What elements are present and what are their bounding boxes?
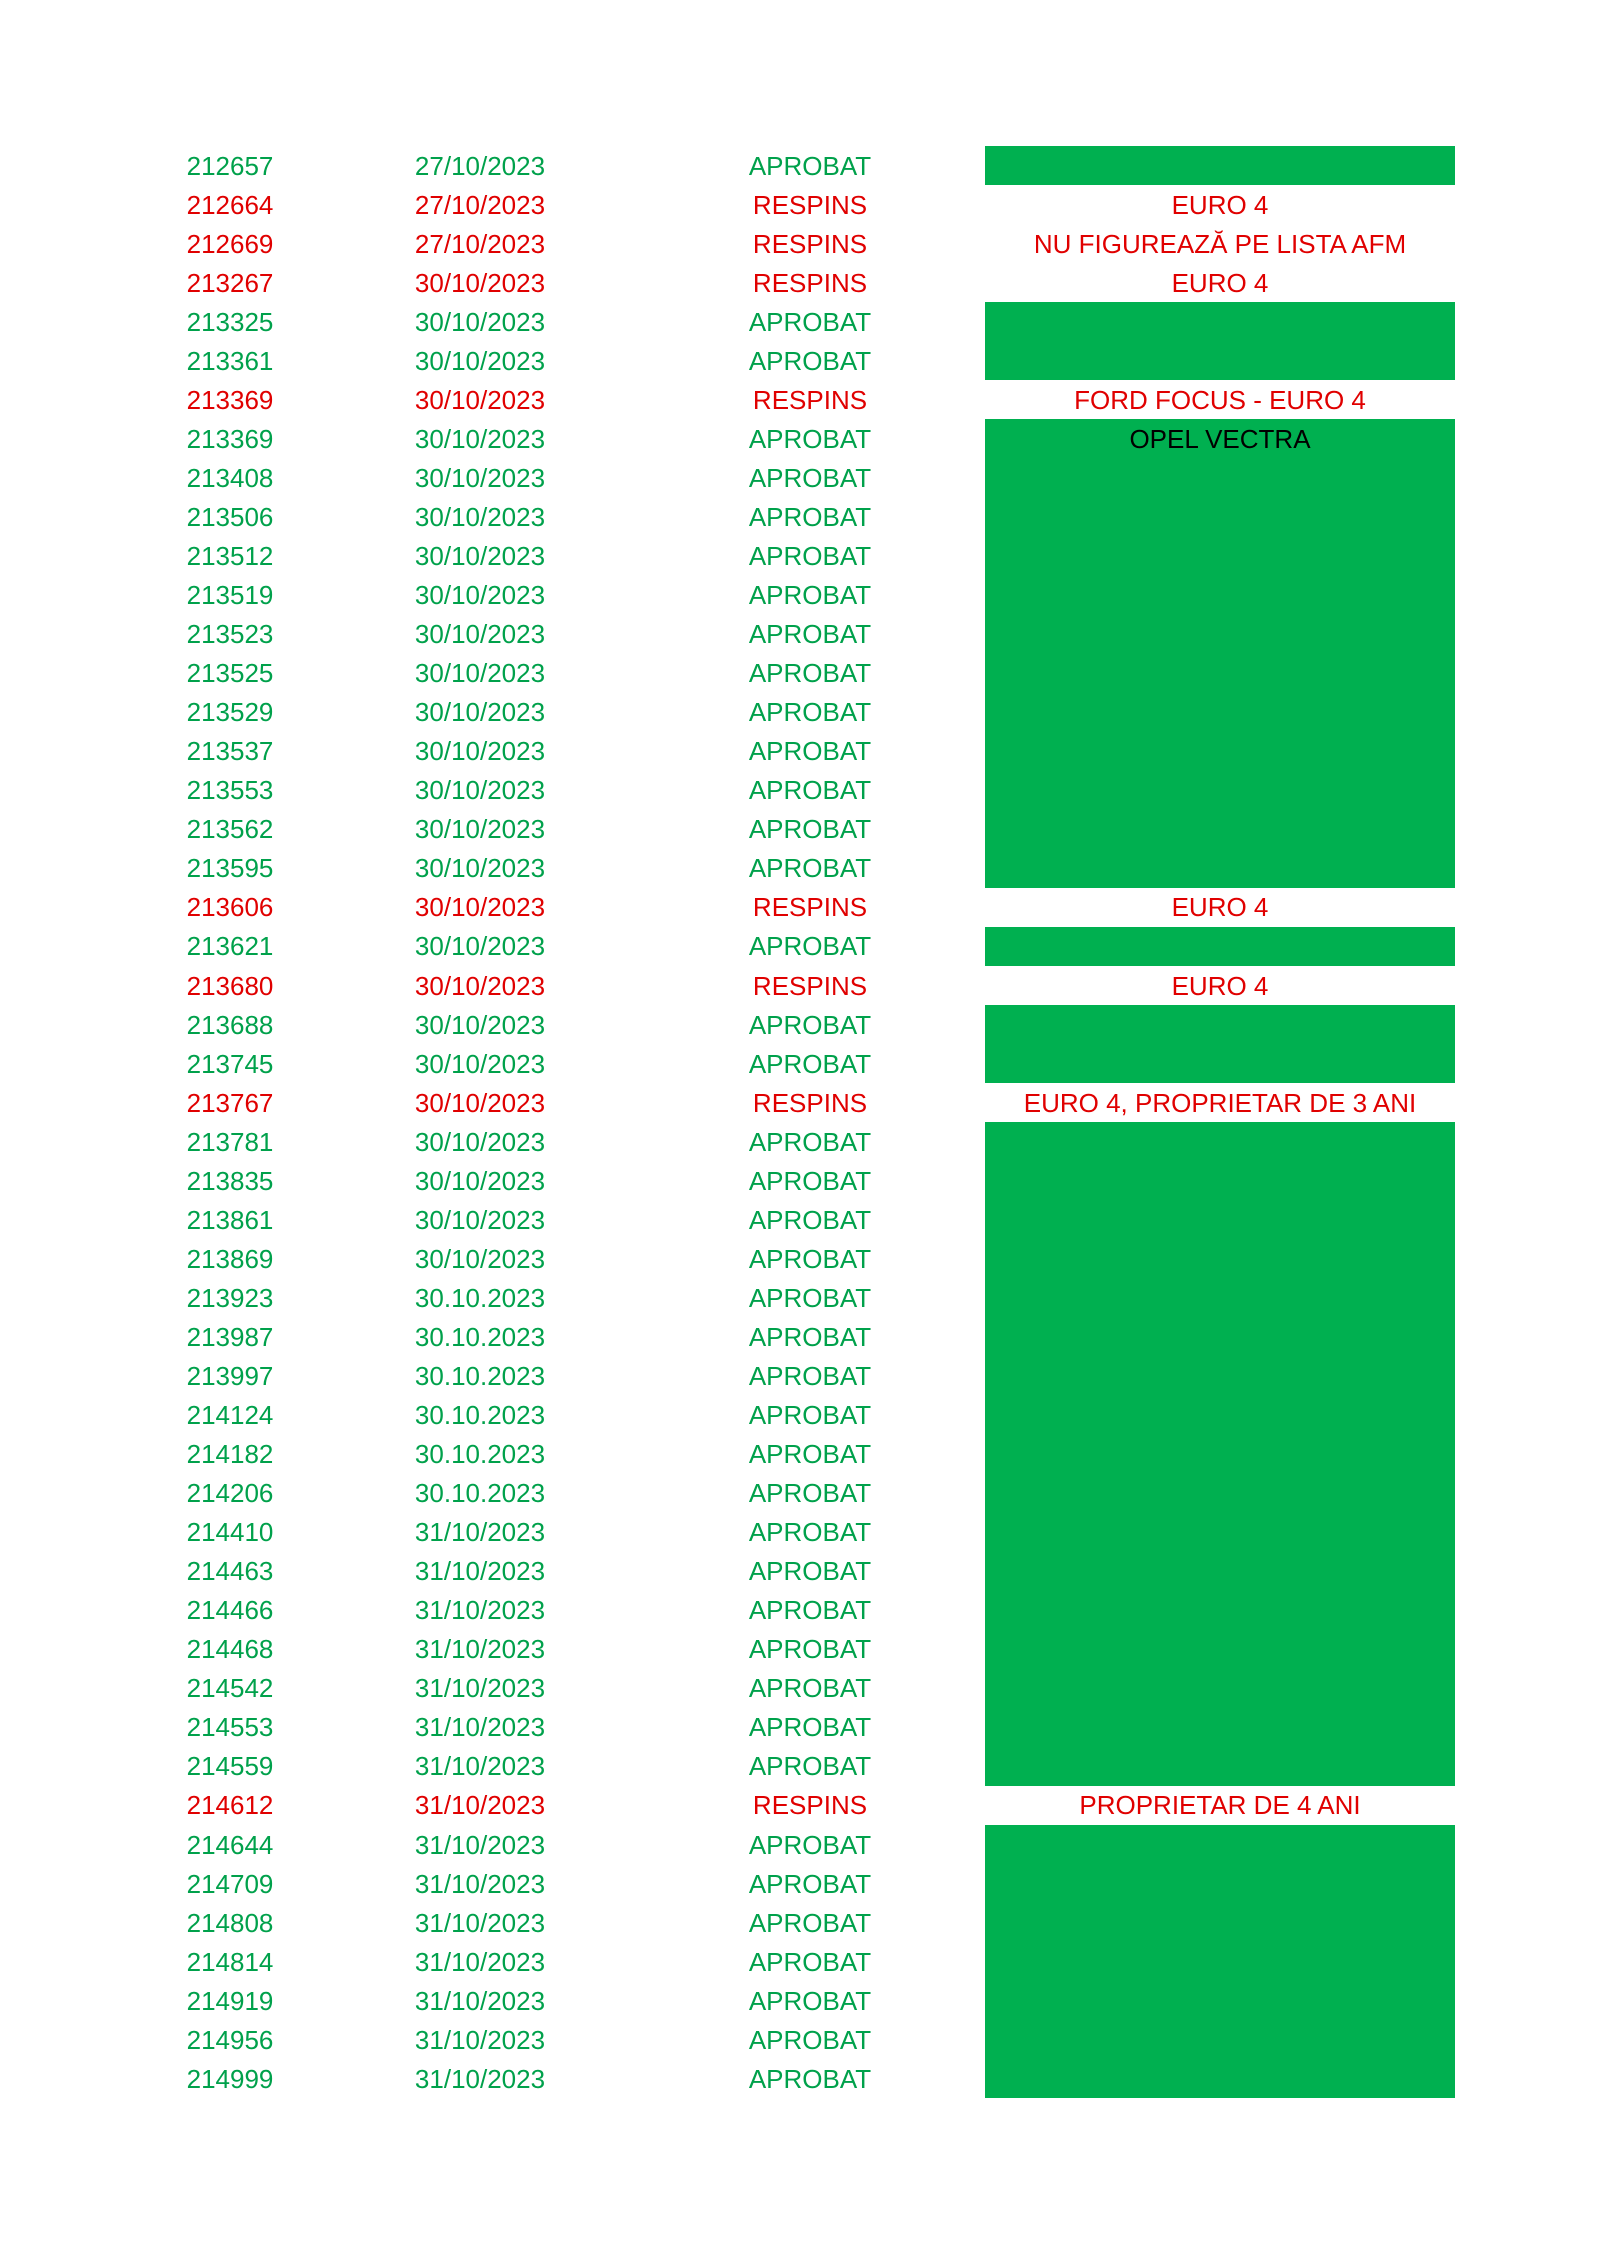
request-date: 30/10/2023	[414, 1087, 546, 1118]
status-label: APROBAT	[748, 2024, 872, 2055]
table-row	[0, 1317, 1600, 1356]
request-date: 31/10/2023	[414, 1673, 546, 1704]
request-date: 30/10/2023	[414, 775, 546, 806]
table-row	[0, 1161, 1600, 1200]
table-row	[0, 732, 1600, 771]
status-label: APROBAT	[748, 1165, 872, 1196]
request-number: 213325	[186, 306, 274, 337]
approval-mark	[985, 339, 1455, 380]
request-number: 213835	[186, 1165, 274, 1196]
request-date: 30/10/2023	[414, 267, 546, 298]
request-date: 31/10/2023	[414, 1985, 546, 2016]
status-label: APROBAT	[748, 1282, 872, 1313]
request-date: 30/10/2023	[414, 580, 546, 611]
request-number: 213595	[186, 853, 274, 884]
request-date: 30/10/2023	[414, 892, 546, 923]
request-date: 30/10/2023	[414, 619, 546, 650]
request-number: 214814	[186, 1946, 274, 1977]
status-label: APROBAT	[748, 658, 872, 689]
request-date: 30/10/2023	[414, 1204, 546, 1235]
rejection-reason: EURO 4	[1171, 970, 1269, 1001]
table-row	[0, 1435, 1600, 1474]
request-date: 31/10/2023	[414, 1868, 546, 1899]
table-row	[0, 1903, 1600, 1942]
request-date: 31/10/2023	[414, 2024, 546, 2055]
table-row	[0, 1005, 1600, 1044]
request-date: 30.10.2023	[414, 1478, 546, 1509]
status-label: APROBAT	[748, 501, 872, 532]
request-date: 30/10/2023	[414, 736, 546, 767]
request-date: 31/10/2023	[414, 1790, 546, 1821]
table-row	[0, 1942, 1600, 1981]
approval-mark	[985, 1825, 1455, 1864]
approval-mark	[985, 1354, 1455, 1395]
table-row	[0, 1786, 1600, 1825]
status-label: APROBAT	[748, 697, 872, 728]
request-number: 213361	[186, 345, 274, 376]
request-number: 213997	[186, 1360, 274, 1391]
request-number: 214612	[186, 1790, 274, 1821]
table-row	[0, 341, 1600, 380]
request-date: 30/10/2023	[414, 1165, 546, 1196]
request-date: 30/10/2023	[414, 423, 546, 454]
approval-mark	[985, 534, 1455, 575]
request-number: 214919	[186, 1985, 274, 2016]
request-number: 214999	[186, 2063, 274, 2094]
approval-mark	[985, 1042, 1455, 1083]
table-row	[0, 1591, 1600, 1630]
request-date: 30/10/2023	[414, 345, 546, 376]
table-row	[0, 497, 1600, 536]
request-date: 30/10/2023	[414, 306, 546, 337]
table-row	[0, 2020, 1600, 2059]
request-date: 30.10.2023	[414, 1282, 546, 1313]
request-number: 213606	[186, 892, 274, 923]
request-number: 213519	[186, 580, 274, 611]
table-row	[0, 1083, 1600, 1122]
request-number: 214206	[186, 1478, 274, 1509]
approval-mark	[985, 1198, 1455, 1239]
request-date: 31/10/2023	[414, 1946, 546, 1977]
approval-mark: OPEL VECTRA	[985, 419, 1455, 458]
status-label: APROBAT	[748, 580, 872, 611]
request-number: 214463	[186, 1556, 274, 1587]
status-label: APROBAT	[748, 1204, 872, 1235]
request-number: 213861	[186, 1204, 274, 1235]
approval-mark	[985, 456, 1455, 497]
table-row	[0, 1474, 1600, 1513]
table-row	[0, 1669, 1600, 1708]
approval-mark	[985, 1237, 1455, 1278]
approval-mark	[985, 1472, 1455, 1513]
request-date: 30.10.2023	[414, 1400, 546, 1431]
status-label: APROBAT	[748, 1868, 872, 1899]
request-number: 214559	[186, 1751, 274, 1782]
table-row	[0, 1122, 1600, 1161]
approval-mark	[985, 574, 1455, 615]
approval-mark	[985, 1901, 1455, 1942]
request-number: 213408	[186, 462, 274, 493]
approval-mark	[985, 1862, 1455, 1903]
request-number: 214808	[186, 1907, 274, 1938]
request-date: 30/10/2023	[414, 814, 546, 845]
status-label: APROBAT	[748, 775, 872, 806]
request-date: 30/10/2023	[414, 697, 546, 728]
request-date: 30/10/2023	[414, 931, 546, 962]
table-row	[0, 2059, 1600, 2098]
rejection-reason: EURO 4	[1171, 267, 1269, 298]
table-row	[0, 302, 1600, 341]
approval-mark	[985, 1394, 1455, 1435]
request-date: 30/10/2023	[414, 384, 546, 415]
status-label: APROBAT	[748, 1439, 872, 1470]
request-date: 31/10/2023	[414, 1829, 546, 1860]
status-label: APROBAT	[748, 1478, 872, 1509]
table-row	[0, 1630, 1600, 1669]
approval-mark	[985, 691, 1455, 732]
table-row	[0, 419, 1600, 458]
rejection-reason: EURO 4	[1171, 892, 1269, 923]
results-table	[0, 146, 1600, 2098]
approval-mark	[985, 1940, 1455, 1981]
approval-mark	[985, 1589, 1455, 1630]
request-number: 213529	[186, 697, 274, 728]
request-number: 212657	[186, 150, 274, 181]
request-date: 30/10/2023	[414, 540, 546, 571]
request-number: 213523	[186, 619, 274, 650]
table-row	[0, 1864, 1600, 1903]
approval-mark	[985, 1005, 1455, 1044]
table-row	[0, 146, 1600, 185]
request-date: 30/10/2023	[414, 970, 546, 1001]
request-number: 214124	[186, 1400, 274, 1431]
status-label: APROBAT	[748, 1556, 872, 1587]
request-number: 213680	[186, 970, 274, 1001]
request-number: 213369	[186, 384, 274, 415]
approval-mark	[985, 730, 1455, 771]
request-date: 31/10/2023	[414, 1517, 546, 1548]
request-number: 213745	[186, 1048, 274, 1079]
rejection-reason: FORD FOCUS - EURO 4	[1074, 384, 1366, 415]
request-number: 213553	[186, 775, 274, 806]
request-date: 30/10/2023	[414, 853, 546, 884]
status-label: APROBAT	[748, 1321, 872, 1352]
status-label: APROBAT	[748, 1751, 872, 1782]
approval-mark	[985, 1433, 1455, 1474]
request-number: 212664	[186, 189, 274, 220]
status-label: APROBAT	[748, 853, 872, 884]
request-number: 213781	[186, 1126, 274, 1157]
status-label: APROBAT	[748, 1126, 872, 1157]
status-label: APROBAT	[748, 1595, 872, 1626]
request-date: 30/10/2023	[414, 462, 546, 493]
table-row	[0, 536, 1600, 575]
request-date: 27/10/2023	[414, 150, 546, 181]
approval-mark	[985, 769, 1455, 810]
status-label: APROBAT	[748, 462, 872, 493]
table-row	[0, 458, 1600, 497]
rejection-reason: EURO 4	[1171, 189, 1269, 220]
approval-mark	[985, 847, 1455, 888]
approval-mark	[985, 1122, 1455, 1161]
table-row	[0, 1552, 1600, 1591]
table-row	[0, 1981, 1600, 2020]
request-date: 30/10/2023	[414, 658, 546, 689]
table-row	[0, 1356, 1600, 1395]
request-date: 27/10/2023	[414, 228, 546, 259]
request-date: 30.10.2023	[414, 1360, 546, 1391]
status-label: APROBAT	[748, 814, 872, 845]
status-label: APROBAT	[748, 1829, 872, 1860]
approval-mark	[985, 1276, 1455, 1317]
request-date: 31/10/2023	[414, 2063, 546, 2094]
table-row	[0, 1239, 1600, 1278]
status-label: APROBAT	[748, 1634, 872, 1665]
status-label: APROBAT	[748, 540, 872, 571]
table-row	[0, 771, 1600, 810]
request-date: 30/10/2023	[414, 501, 546, 532]
request-date: 27/10/2023	[414, 189, 546, 220]
request-date: 30/10/2023	[414, 1048, 546, 1079]
table-row	[0, 927, 1600, 966]
approval-mark	[985, 1315, 1455, 1356]
status-label: APROBAT	[748, 1712, 872, 1743]
request-number: 213562	[186, 814, 274, 845]
status-label: RESPINS	[752, 1790, 868, 1821]
request-number: 213923	[186, 1282, 274, 1313]
request-number: 212669	[186, 228, 274, 259]
request-number: 213621	[186, 931, 274, 962]
request-number: 213767	[186, 1087, 274, 1118]
approval-mark	[985, 1745, 1455, 1786]
request-number: 214553	[186, 1712, 274, 1743]
status-label: APROBAT	[748, 619, 872, 650]
table-row	[0, 224, 1600, 263]
request-date: 30/10/2023	[414, 1126, 546, 1157]
request-date: 31/10/2023	[414, 1751, 546, 1782]
table-row	[0, 1278, 1600, 1317]
status-label: RESPINS	[752, 228, 868, 259]
table-row	[0, 1825, 1600, 1864]
status-label: APROBAT	[748, 1907, 872, 1938]
status-label: APROBAT	[748, 1517, 872, 1548]
request-date: 31/10/2023	[414, 1595, 546, 1626]
request-number: 213688	[186, 1009, 274, 1040]
request-number: 214956	[186, 2024, 274, 2055]
request-number: 213525	[186, 658, 274, 689]
status-label: RESPINS	[752, 384, 868, 415]
status-label: APROBAT	[748, 1400, 872, 1431]
table-row	[0, 1708, 1600, 1747]
request-date: 30/10/2023	[414, 1243, 546, 1274]
request-number: 213506	[186, 501, 274, 532]
rejection-reason: NU FIGUREAZĂ PE LISTA AFM	[1033, 228, 1407, 259]
approval-mark	[985, 808, 1455, 849]
status-label: APROBAT	[748, 423, 872, 454]
table-row	[0, 1747, 1600, 1786]
status-label: APROBAT	[748, 736, 872, 767]
request-date: 30.10.2023	[414, 1321, 546, 1352]
table-row	[0, 1513, 1600, 1552]
approval-mark	[985, 1159, 1455, 1200]
request-date: 30.10.2023	[414, 1439, 546, 1470]
table-row	[0, 576, 1600, 615]
status-label: APROBAT	[748, 1243, 872, 1274]
approval-mark	[985, 613, 1455, 654]
table-row	[0, 615, 1600, 654]
approval-mark	[985, 1628, 1455, 1669]
approval-mark	[985, 1667, 1455, 1708]
table-row	[0, 810, 1600, 849]
table-row	[0, 849, 1600, 888]
status-label: RESPINS	[752, 1087, 868, 1118]
request-date: 31/10/2023	[414, 1556, 546, 1587]
table-row	[0, 1396, 1600, 1435]
request-date: 31/10/2023	[414, 1634, 546, 1665]
approval-mark	[985, 2057, 1455, 2098]
request-number: 214466	[186, 1595, 274, 1626]
approval-mark	[985, 927, 1455, 966]
status-label: RESPINS	[752, 892, 868, 923]
status-label: APROBAT	[748, 2063, 872, 2094]
request-number: 214468	[186, 1634, 274, 1665]
approval-mark	[985, 2018, 1455, 2059]
approval-mark	[985, 1511, 1455, 1552]
table-row	[0, 380, 1600, 419]
request-number: 213512	[186, 540, 274, 571]
status-label: APROBAT	[748, 1048, 872, 1079]
approval-mark	[985, 1706, 1455, 1747]
table-row	[0, 1044, 1600, 1083]
request-number: 214182	[186, 1439, 274, 1470]
approval-mark	[985, 146, 1455, 185]
request-number: 213537	[186, 736, 274, 767]
approval-mark	[985, 495, 1455, 536]
status-label: RESPINS	[752, 267, 868, 298]
status-label: APROBAT	[748, 150, 872, 181]
table-row	[0, 888, 1600, 927]
table-row	[0, 966, 1600, 1005]
status-label: APROBAT	[748, 1673, 872, 1704]
status-label: APROBAT	[748, 1009, 872, 1040]
request-number: 213987	[186, 1321, 274, 1352]
table-row	[0, 654, 1600, 693]
approval-mark	[985, 652, 1455, 693]
rejection-reason: PROPRIETAR DE 4 ANI	[1079, 1790, 1361, 1821]
request-number: 214542	[186, 1673, 274, 1704]
approval-mark	[985, 302, 1455, 341]
status-label: APROBAT	[748, 1985, 872, 2016]
request-date: 31/10/2023	[414, 1907, 546, 1938]
status-label: RESPINS	[752, 189, 868, 220]
request-date: 30/10/2023	[414, 1009, 546, 1040]
status-label: APROBAT	[748, 1360, 872, 1391]
rejection-reason: EURO 4, PROPRIETAR DE 3 ANI	[1023, 1087, 1417, 1118]
status-label: APROBAT	[748, 345, 872, 376]
table-row	[0, 185, 1600, 224]
approval-mark	[985, 1979, 1455, 2020]
request-number: 214410	[186, 1517, 274, 1548]
approval-mark	[985, 1550, 1455, 1591]
status-label: RESPINS	[752, 970, 868, 1001]
table-row	[0, 1200, 1600, 1239]
status-label: APROBAT	[748, 931, 872, 962]
request-number: 214709	[186, 1868, 274, 1899]
request-date: 31/10/2023	[414, 1712, 546, 1743]
table-row	[0, 693, 1600, 732]
table-row	[0, 263, 1600, 302]
request-number: 213369	[186, 423, 274, 454]
request-number: 213869	[186, 1243, 274, 1274]
status-label: APROBAT	[748, 1946, 872, 1977]
request-number: 214644	[186, 1829, 274, 1860]
status-label: APROBAT	[748, 306, 872, 337]
request-number: 213267	[186, 267, 274, 298]
